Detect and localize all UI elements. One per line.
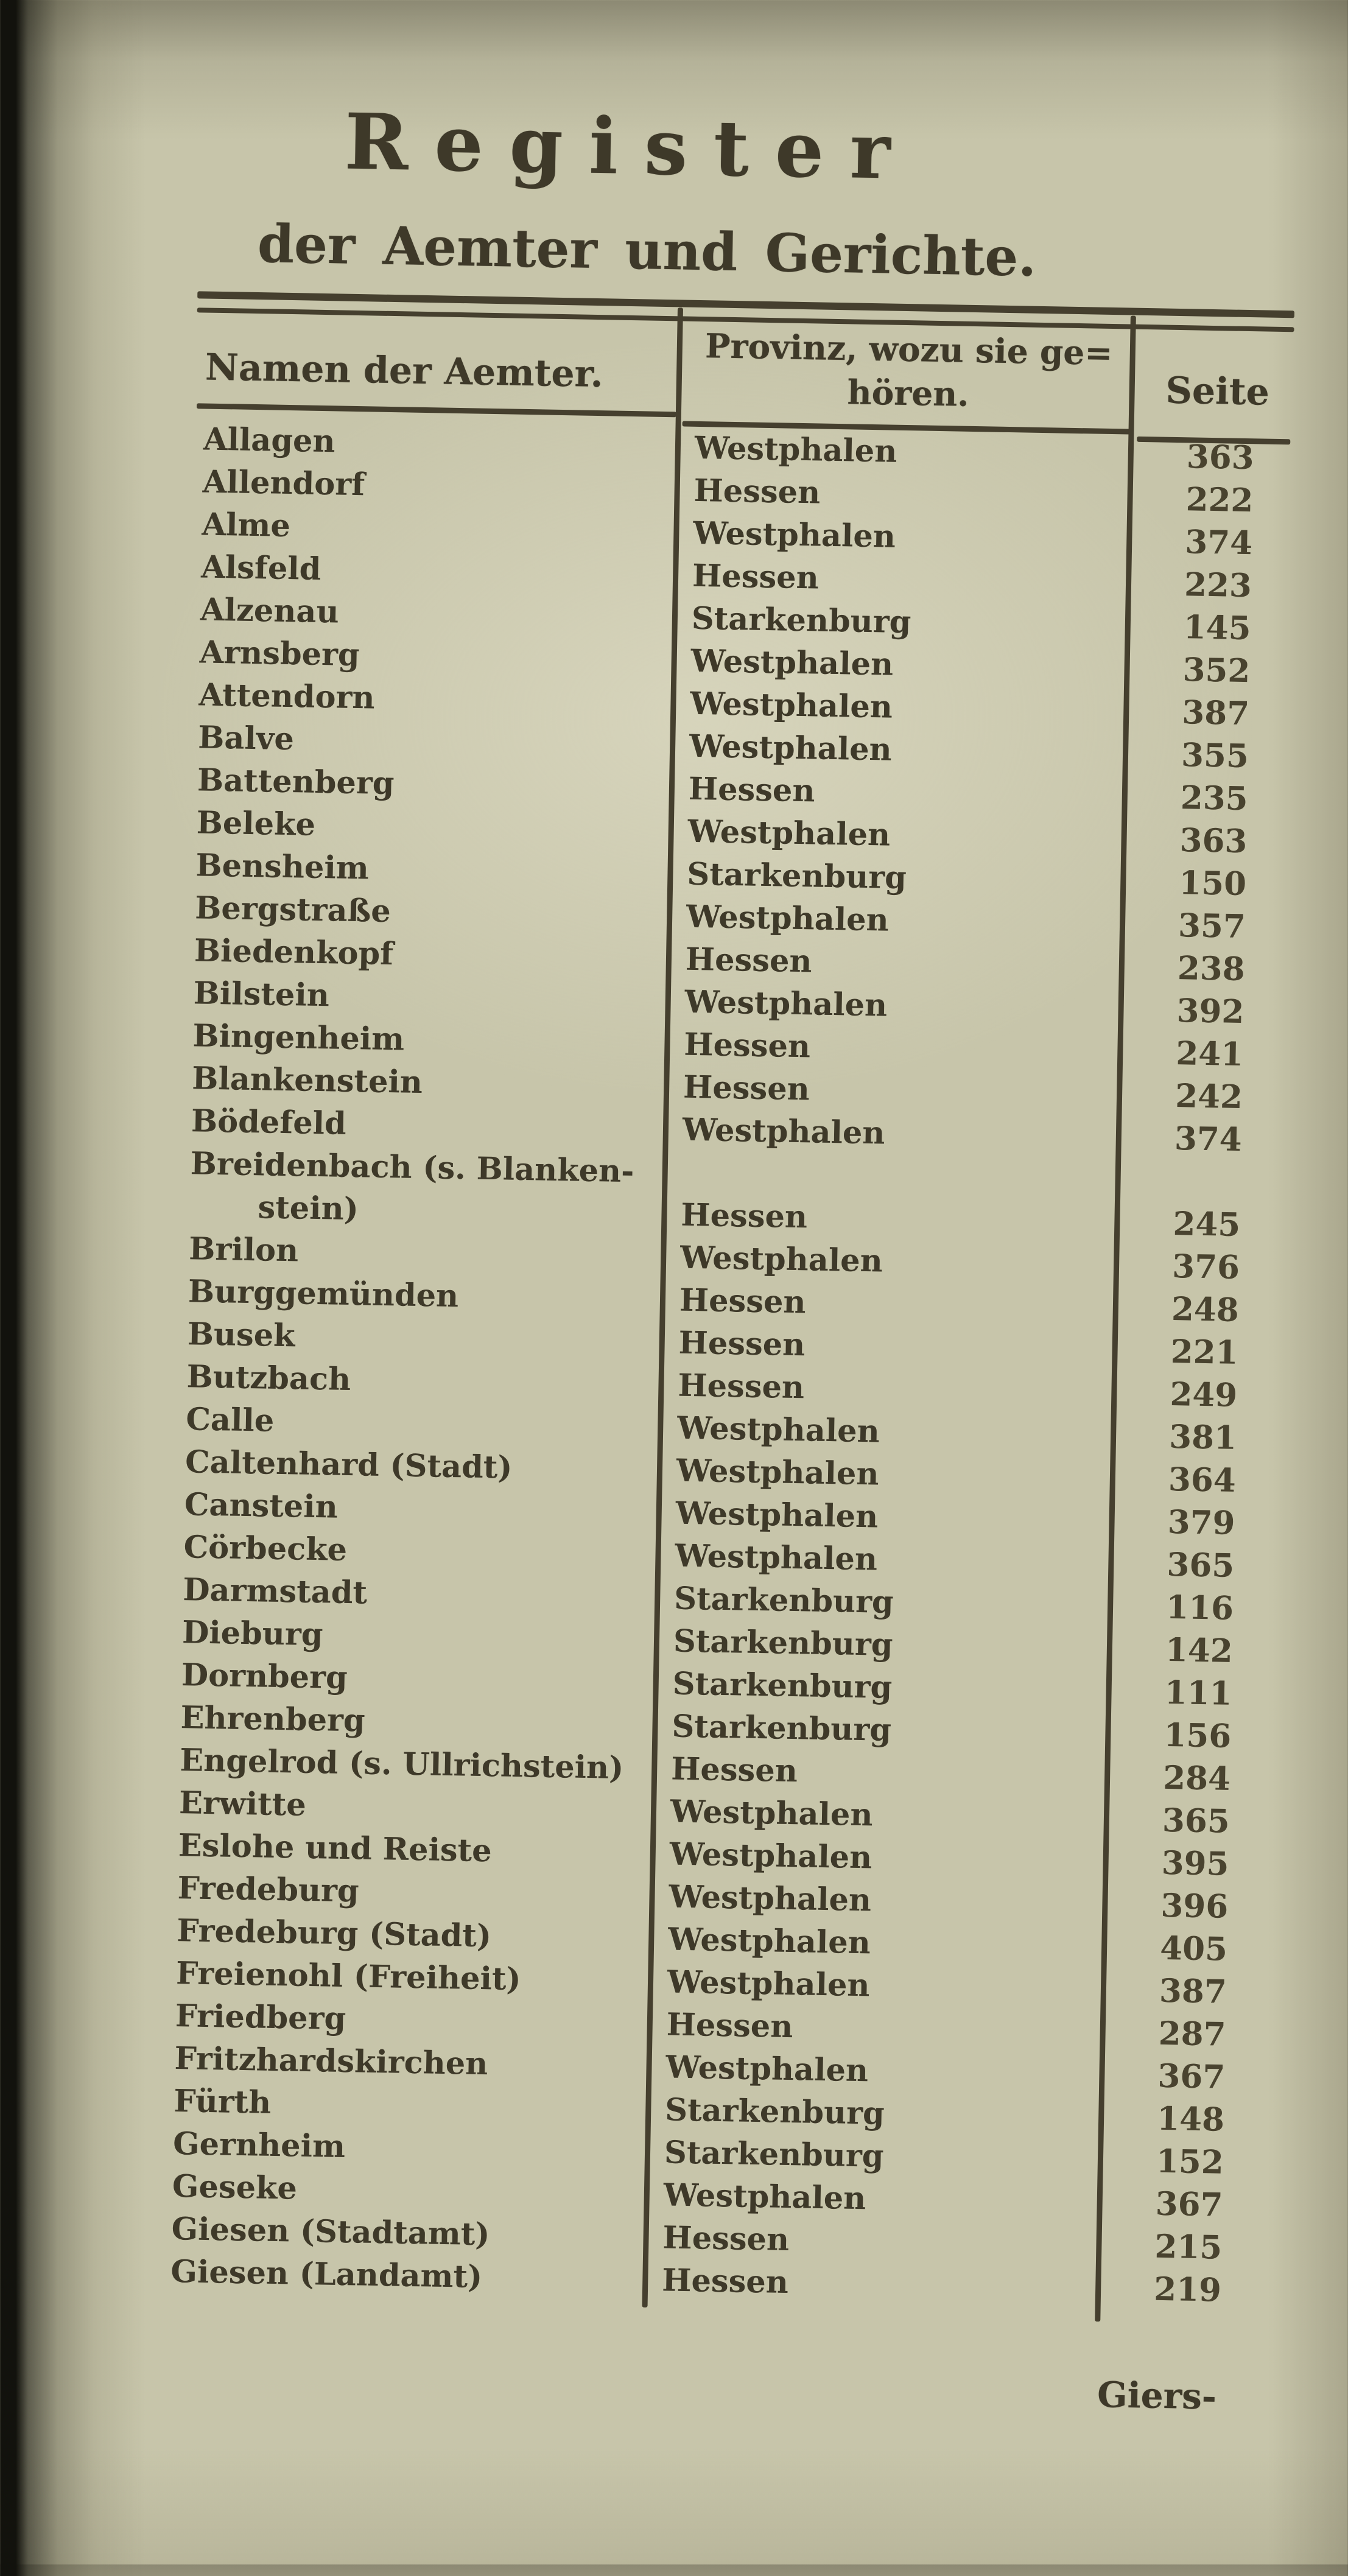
province: Starkenburg xyxy=(686,855,907,897)
province: Starkenburg xyxy=(664,2091,885,2132)
amt-name: Bingenheim xyxy=(192,1017,405,1058)
page-number: 150 xyxy=(1178,864,1247,904)
province: Westphalen xyxy=(690,642,894,683)
page-number: 363 xyxy=(1186,438,1255,477)
amt-name: Blankenstein xyxy=(191,1060,423,1101)
province: Westphalen xyxy=(676,1452,880,1493)
amt-name: Butzbach xyxy=(186,1358,351,1399)
page-number: 392 xyxy=(1176,992,1244,1031)
page-number: 284 xyxy=(1162,1758,1231,1798)
province: Westphalen xyxy=(687,813,891,854)
page-number: 379 xyxy=(1167,1503,1235,1542)
amt-name: Fredeburg xyxy=(177,1870,360,1910)
province: Westphalen xyxy=(669,1878,872,1919)
page-number: 381 xyxy=(1168,1417,1237,1457)
amt-name: Canstein xyxy=(184,1486,339,1526)
amt-name: Bödefeld xyxy=(191,1103,347,1142)
amt-name: Biedenkopf xyxy=(194,932,394,973)
province: Westphalen xyxy=(665,2049,869,2090)
province: Starkenburg xyxy=(671,1708,892,1749)
page-number: 376 xyxy=(1171,1248,1240,1286)
amt-name-continuation: stein) xyxy=(258,1189,359,1228)
page-number: 156 xyxy=(1164,1716,1232,1755)
page-number: 145 xyxy=(1183,608,1252,648)
catchword: Giers- xyxy=(1097,2374,1217,2418)
province: Westphalen xyxy=(692,514,896,555)
province: Hessen xyxy=(683,1069,810,1108)
amt-name: Burggemünden xyxy=(188,1273,459,1315)
amt-name: Erwitte xyxy=(178,1785,307,1823)
province: Hessen xyxy=(692,557,820,597)
province: Westphalen xyxy=(675,1495,879,1535)
amt-name: Busek xyxy=(187,1316,296,1355)
page-number: 367 xyxy=(1157,2057,1226,2096)
page-number: 116 xyxy=(1165,1588,1234,1627)
amt-name: Allendorf xyxy=(202,463,365,504)
page-number: 357 xyxy=(1178,907,1246,946)
province: Starkenburg xyxy=(691,600,911,641)
amt-name: Cörbecke xyxy=(183,1529,348,1568)
province: Hessen xyxy=(661,2262,789,2301)
province: Westphalen xyxy=(669,1836,872,1876)
amt-name: Alzenau xyxy=(200,591,340,631)
province: Westphalen xyxy=(679,1239,883,1280)
amt-name: Calle xyxy=(185,1401,275,1439)
page-number: 148 xyxy=(1156,2099,1225,2139)
province: Westphalen xyxy=(686,898,890,939)
page-number: 387 xyxy=(1181,693,1250,733)
province: Westphalen xyxy=(670,1793,874,1834)
amt-name: Bilstein xyxy=(193,975,330,1014)
page-number: 249 xyxy=(1169,1375,1238,1414)
page-number: 241 xyxy=(1175,1034,1244,1074)
province: Westphalen xyxy=(676,1409,880,1450)
amt-name: Giesen (Landamt) xyxy=(170,2253,483,2296)
amt-name: Geseke xyxy=(172,2168,298,2207)
page-number: 245 xyxy=(1172,1205,1241,1244)
amt-name: Eslohe und Reiste xyxy=(178,1827,493,1870)
page-number: 363 xyxy=(1179,821,1248,861)
page-number: 365 xyxy=(1167,1545,1235,1585)
amt-name: Arnsberg xyxy=(199,634,360,674)
page-number: 221 xyxy=(1170,1333,1238,1372)
header-underline-col1 xyxy=(197,403,676,417)
province: Westphalen xyxy=(682,1111,885,1152)
province: Starkenburg xyxy=(673,1623,893,1663)
province: Hessen xyxy=(683,1026,811,1065)
page-number: 242 xyxy=(1174,1077,1243,1117)
amt-name: Breidenbach (s. Blanken- xyxy=(190,1145,634,1190)
page-number: 222 xyxy=(1185,480,1254,520)
page-number: 395 xyxy=(1161,1844,1230,1883)
amt-name: Freienohl (Freiheit) xyxy=(175,1955,522,1998)
amt-name: Bensheim xyxy=(195,847,370,887)
page-number: 111 xyxy=(1164,1673,1232,1713)
amt-name: Alme xyxy=(202,506,291,545)
amt-name: Friedberg xyxy=(175,1998,346,2038)
amt-name: Brilon xyxy=(188,1230,299,1269)
page-number: 367 xyxy=(1155,2185,1224,2224)
page-number: 396 xyxy=(1160,1886,1229,1926)
province: Hessen xyxy=(666,2006,793,2046)
page-subtitle: der Aemter und Gerichte. xyxy=(257,213,1037,289)
page-number: 219 xyxy=(1153,2270,1222,2309)
province: Starkenburg xyxy=(672,1665,893,1706)
page-number: 352 xyxy=(1182,651,1251,690)
amt-name: Giesen (Stadtamt) xyxy=(171,2211,491,2253)
page-number: 287 xyxy=(1158,2014,1227,2054)
header-seite: Seite xyxy=(1165,369,1270,414)
header-amt-names: Namen der Aemter. xyxy=(205,346,604,396)
province: Starkenburg xyxy=(664,2134,884,2175)
amt-name: Battenberg xyxy=(197,762,395,802)
page-number: 355 xyxy=(1181,736,1249,776)
page-number: 374 xyxy=(1184,523,1253,563)
page-number: 238 xyxy=(1177,949,1246,989)
province: Westphalen xyxy=(667,1964,871,2004)
province: Hessen xyxy=(662,2219,790,2259)
province: Hessen xyxy=(670,1750,798,1790)
amt-name: Fritzhardskirchen xyxy=(174,2040,488,2083)
page-number: 387 xyxy=(1159,1971,1227,2011)
amt-name: Engelrod (s. Ullrichstein) xyxy=(179,1742,624,1787)
province: Westphalen xyxy=(667,1921,871,1962)
page-number: 152 xyxy=(1156,2142,1224,2181)
page-number: 364 xyxy=(1168,1460,1237,1500)
page-number: 235 xyxy=(1180,779,1249,818)
province: Westphalen xyxy=(689,685,893,726)
province: Hessen xyxy=(685,941,813,980)
province: Westphalen xyxy=(689,728,893,768)
province: Westphalen xyxy=(684,983,888,1024)
page-number: 248 xyxy=(1171,1290,1240,1329)
amt-name: Beleke xyxy=(196,804,316,843)
province: Westphalen xyxy=(694,429,897,470)
amt-name: Allagen xyxy=(203,421,336,460)
page-number: 405 xyxy=(1159,1929,1228,1968)
page-number: 365 xyxy=(1162,1801,1230,1841)
page-number: 215 xyxy=(1154,2227,1223,2267)
province: Hessen xyxy=(677,1367,805,1406)
amt-name: Caltenhard (Stadt) xyxy=(184,1444,513,1486)
page-number: 142 xyxy=(1165,1630,1234,1670)
province: Hessen xyxy=(679,1282,807,1321)
page-number: 374 xyxy=(1174,1120,1243,1159)
province: Starkenburg xyxy=(673,1580,894,1621)
amt-name: Gernheim xyxy=(172,2125,346,2166)
amt-name: Attendorn xyxy=(198,676,376,717)
amt-name: Dieburg xyxy=(181,1614,323,1654)
page-title: Register xyxy=(343,96,918,197)
header-province-line2: hören. xyxy=(847,372,970,414)
amt-name: Balve xyxy=(197,719,295,758)
amt-name: Darmstadt xyxy=(182,1571,368,1612)
province: Westphalen xyxy=(674,1537,878,1578)
amt-name: Alsfeld xyxy=(200,549,321,588)
province: Hessen xyxy=(680,1196,808,1236)
province: Hessen xyxy=(678,1324,806,1364)
amt-name: Fürth xyxy=(173,2083,272,2121)
amt-name: Bergstraße xyxy=(194,890,391,930)
province: Westphalen xyxy=(663,2177,866,2217)
amt-name: Fredeburg (Stadt) xyxy=(176,1912,492,1955)
amt-name: Ehrenberg xyxy=(180,1699,366,1739)
province: Hessen xyxy=(693,472,821,511)
province: Hessen xyxy=(688,770,816,810)
table-rows xyxy=(163,418,1293,2312)
header-province-line1: Provinz, wozu sie ge= xyxy=(704,326,1114,373)
amt-name: Dornberg xyxy=(181,1657,348,1697)
page-number: 223 xyxy=(1184,566,1252,605)
